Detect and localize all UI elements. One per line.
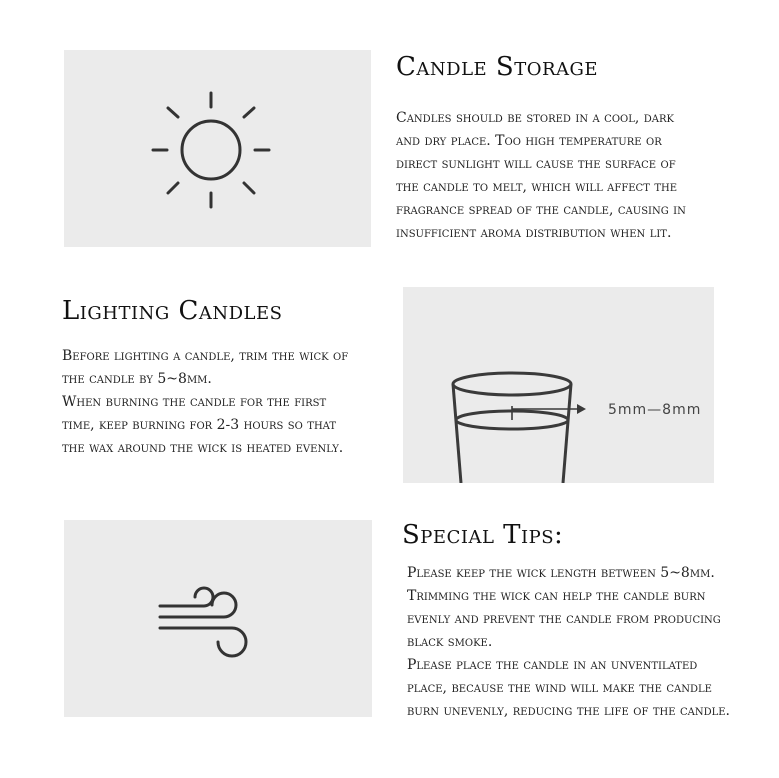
lighting-heading: Lighting Candles — [62, 296, 283, 326]
lighting-text: Before lighting a candle, trim the wick of the candle by 5~8mm. When burning the candle for the first time, keep burning for 2-3 hours so that the wax around the wick is heated evenly. — [62, 348, 349, 456]
candle-glass-icon — [403, 287, 714, 483]
storage-heading: Candle Storage — [396, 52, 599, 82]
tips-text: Please keep the wick length between 5~8mm. Trimming the wick can help the candle burn evenly and prevent the candle from producing black smoke. Please place the candle in an unventilated place, because the wind will make the candle burn unevenly, reducing the life of the candle. — [407, 565, 731, 719]
wick-diagram-panel — [403, 287, 714, 483]
storage-image-panel — [64, 50, 371, 247]
storage-text: Candles should be stored in a cool, dark and dry place. Too high temperature or direct sunlight will cause the surface of the candle to melt, which will affect the fragrance spread of the candle, causing in insufficient aroma distribution when lit. — [396, 110, 686, 241]
tips-image-panel — [64, 520, 372, 717]
measure-label: 5mm—8mm — [608, 402, 702, 418]
arrow-head-icon — [577, 404, 586, 414]
tips-heading: Special Tips: — [402, 520, 564, 550]
sun-icon — [64, 50, 371, 247]
wind-icon — [64, 520, 372, 717]
